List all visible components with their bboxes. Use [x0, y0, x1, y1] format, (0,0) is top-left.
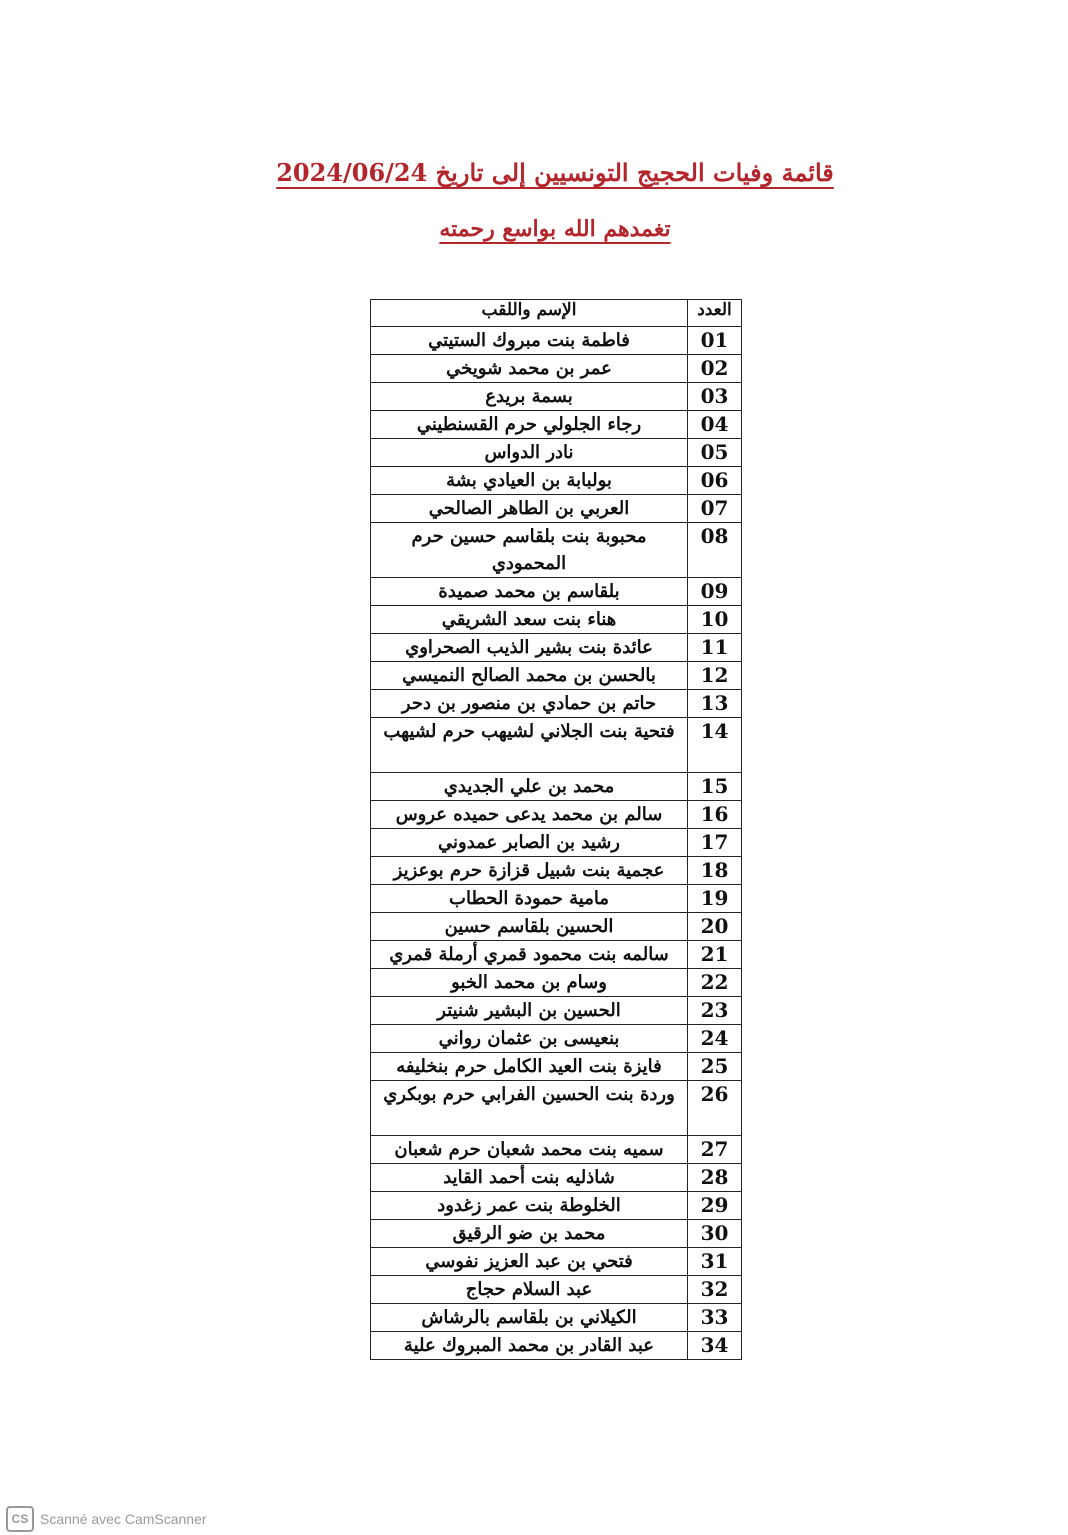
- row-number: 30: [688, 1220, 742, 1248]
- table-row: [371, 997, 742, 1025]
- row-number: 19: [688, 885, 742, 913]
- table-row: [371, 662, 742, 690]
- row-number: 13: [688, 690, 742, 718]
- table-row: [371, 1136, 742, 1164]
- row-name: عبد القادر بن محمد المبروك علية: [371, 1332, 688, 1360]
- row-name: وردة بنت الحسين الفرابي حرم بوبكري: [371, 1081, 688, 1136]
- table-row: [371, 1248, 742, 1276]
- row-number: 21: [688, 941, 742, 969]
- row-name: الخلوطة بنت عمر زغدود: [371, 1192, 688, 1220]
- scanner-text: Scanné avec CamScanner: [40, 1511, 207, 1527]
- row-name: شاذليه بنت أحمد القايد: [371, 1164, 688, 1192]
- row-name: عمر بن محمد شويخي: [371, 355, 688, 383]
- row-name: نادر الدواس: [371, 439, 688, 467]
- camscanner-logo-icon: CS: [6, 1506, 34, 1532]
- table-row: [371, 327, 742, 355]
- row-name: فايزة بنت العيد الكامل حرم بنخليفه: [371, 1053, 688, 1081]
- row-number: 31: [688, 1248, 742, 1276]
- row-name: بسمة بريدع: [371, 383, 688, 411]
- row-number: 32: [688, 1276, 742, 1304]
- row-number: 03: [688, 383, 742, 411]
- row-number: 05: [688, 439, 742, 467]
- table-row: [371, 857, 742, 885]
- row-name: عجمية بنت شبيل قزازة حرم بوعزيز: [371, 857, 688, 885]
- row-number: 20: [688, 913, 742, 941]
- row-name: فاطمة بنت مبروك الستيتي: [371, 327, 688, 355]
- row-name: بولبابة بن العيادي بشة: [371, 467, 688, 495]
- row-number: 23: [688, 997, 742, 1025]
- row-number: 10: [688, 606, 742, 634]
- row-number: 07: [688, 495, 742, 523]
- row-name: الحسين بن البشير شنيتر: [371, 997, 688, 1025]
- table-row: [371, 1276, 742, 1304]
- table-row: [371, 829, 742, 857]
- row-number: 04: [688, 411, 742, 439]
- scanner-watermark: [6, 1506, 207, 1532]
- row-name: محبوبة بنت بلقاسم حسين حرم المحمودي: [371, 523, 688, 578]
- row-number: 17: [688, 829, 742, 857]
- row-number: 27: [688, 1136, 742, 1164]
- table-row: [371, 411, 742, 439]
- row-name: بنعيسى بن عثمان رواني: [371, 1025, 688, 1053]
- row-number: 26: [688, 1081, 742, 1136]
- table-row: [371, 606, 742, 634]
- row-name: سميه بنت محمد شعبان حرم شعبان: [371, 1136, 688, 1164]
- table-row: [371, 718, 742, 773]
- row-number: 22: [688, 969, 742, 997]
- table-row: [371, 1025, 742, 1053]
- row-name: عبد السلام حجاج: [371, 1276, 688, 1304]
- table-row: [371, 885, 742, 913]
- table-row: [371, 1164, 742, 1192]
- row-number: 25: [688, 1053, 742, 1081]
- row-name: رشيد بن الصابر عمدوني: [371, 829, 688, 857]
- row-name: بلقاسم بن محمد صميدة: [371, 578, 688, 606]
- table-body: [371, 327, 742, 1360]
- table-row: [371, 1304, 742, 1332]
- table-row: [371, 467, 742, 495]
- row-name: رجاء الجلولي حرم القسنطيني: [371, 411, 688, 439]
- row-number: 24: [688, 1025, 742, 1053]
- row-name: سالمه بنت محمود قمري أرملة قمري: [371, 941, 688, 969]
- table-row: [371, 355, 742, 383]
- row-number: 02: [688, 355, 742, 383]
- table-row: [371, 773, 742, 801]
- row-name: مامية حمودة الحطاب: [371, 885, 688, 913]
- table-row: [371, 439, 742, 467]
- table-row: [371, 1081, 742, 1136]
- row-name: عائدة بنت بشير الذيب الصحراوي: [371, 634, 688, 662]
- row-number: 11: [688, 634, 742, 662]
- table-row: [371, 1192, 742, 1220]
- row-number: 15: [688, 773, 742, 801]
- document-subtitle: تغمدهم الله بواسع رحمته: [439, 216, 671, 242]
- row-name: الحسين بلقاسم حسين: [371, 913, 688, 941]
- row-name: حاتم بن حمادي بن منصور بن دحر: [371, 690, 688, 718]
- column-header-number: العدد: [688, 300, 742, 327]
- table-header-row: [371, 300, 742, 327]
- row-number: 12: [688, 662, 742, 690]
- row-name: هناء بنت سعد الشريقي: [371, 606, 688, 634]
- row-number: 08: [688, 523, 742, 578]
- row-name: فتحي بن عبد العزيز نفوسي: [371, 1248, 688, 1276]
- row-number: 29: [688, 1192, 742, 1220]
- table-row: [371, 690, 742, 718]
- row-name: فتحية بنت الجلاني لشيهب حرم لشيهب: [371, 718, 688, 773]
- row-name: محمد بن ضو الرقيق: [371, 1220, 688, 1248]
- table-row: [371, 383, 742, 411]
- row-name: سالم بن محمد يدعى حميده عروس: [371, 801, 688, 829]
- row-number: 33: [688, 1304, 742, 1332]
- table-row: [371, 801, 742, 829]
- row-name: بالحسن بن محمد الصالح النميسي: [371, 662, 688, 690]
- row-number: 09: [688, 578, 742, 606]
- document-title: قائمة وفيات الحجيج التونسيين إلى تاريخ 2024/06/24: [276, 158, 834, 187]
- row-name: وسام بن محمد الخبو: [371, 969, 688, 997]
- table-row: [371, 523, 742, 578]
- row-number: 14: [688, 718, 742, 773]
- row-number: 18: [688, 857, 742, 885]
- row-number: 01: [688, 327, 742, 355]
- table-row: [371, 634, 742, 662]
- table-row: [371, 913, 742, 941]
- table-row: [371, 1220, 742, 1248]
- row-name: محمد بن علي الجديدي: [371, 773, 688, 801]
- row-number: 34: [688, 1332, 742, 1360]
- table-row: [371, 578, 742, 606]
- row-name: الكيلاني بن بلقاسم بالرشاش: [371, 1304, 688, 1332]
- deceased-list-table: [370, 299, 742, 1360]
- table-row: [371, 1053, 742, 1081]
- row-number: 28: [688, 1164, 742, 1192]
- row-number: 16: [688, 801, 742, 829]
- table-row: [371, 1332, 742, 1360]
- table-row: [371, 969, 742, 997]
- row-name: العربي بن الطاهر الصالحي: [371, 495, 688, 523]
- column-header-name: الإسم واللقب: [371, 300, 688, 327]
- row-number: 06: [688, 467, 742, 495]
- table-row: [371, 941, 742, 969]
- table-row: [371, 495, 742, 523]
